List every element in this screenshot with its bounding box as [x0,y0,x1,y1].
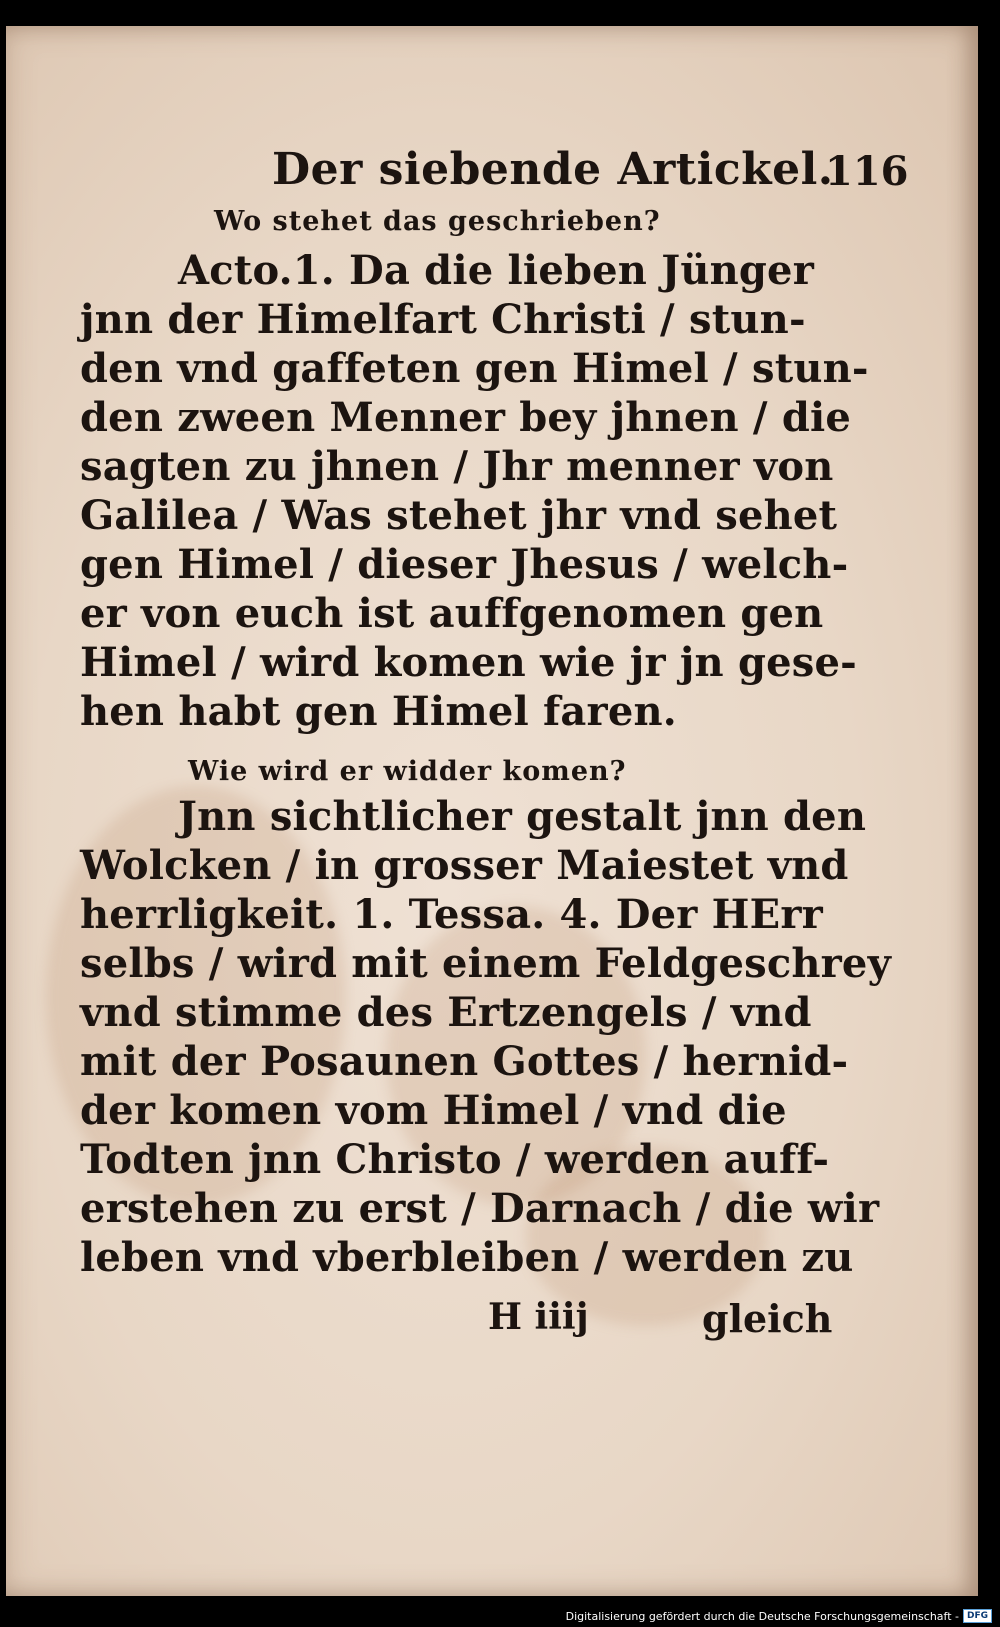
text-line: den zween Menner bey jhnen / die [80,394,852,441]
text-line: er von euch ist auffgenomen gen [80,590,824,637]
paragraph-acts [80,246,869,736]
text-line: sagten zu jhnen / Jhr menner von [80,443,834,490]
text-line: Jnn sichtlicher gestalt jnn den [178,793,867,840]
text-line: Acto.1. Da die lieben Jünger [178,247,814,294]
book-page [6,26,978,1596]
text-line: leben vnd vberbleiben / werden zu [80,1234,854,1281]
text-line: jnn der Himelfart Christi / stun- [80,296,806,343]
dfg-logo: DFG [963,1609,992,1623]
text-line: den vnd gaffeten gen Himel / stun- [80,345,869,392]
footer-text: Digitalisierung gefördert durch die Deutsche Forschungsgemeinschaft - [565,1609,959,1623]
text-line: hen habt gen Himel faren. [80,688,677,735]
question-heading: Wo stehet das geschrieben? [214,206,661,237]
catchword: gleich [702,1296,833,1341]
text-line: Galilea / Was stehet jhr vnd sehet [80,492,838,539]
page-header [200,144,909,204]
digitization-footer [566,1609,992,1623]
page-number: 116 [825,148,909,195]
text-line: erstehen zu erst / Darnach / die wir [80,1185,880,1232]
text-line: Wolcken / in grosser Maiestet vnd [80,842,849,889]
signature-mark: H iiij [488,1296,589,1338]
question-heading: Wie wird er widder komen? [188,756,627,787]
text-line: der komen vom Himel / vnd die [80,1087,787,1134]
text-line: gen Himel / dieser Jhesus / welch- [80,541,849,588]
paragraph-return [80,792,892,1282]
text-line: Todten jnn Christo / werden auff- [80,1136,830,1183]
text-line: herrligkeit. 1. Tessa. 4. Der HErr [80,891,823,938]
text-line: mit der Posaunen Gottes / hernid- [80,1038,849,1085]
running-title: Der siebende Artickel. [272,144,834,195]
text-line: selbs / wird mit einem Feldgeschrey [80,940,892,987]
text-line: vnd stimme des Ertzengels / vnd [80,989,812,1036]
text-line: Himel / wird komen wie jr jn gese- [80,639,857,686]
